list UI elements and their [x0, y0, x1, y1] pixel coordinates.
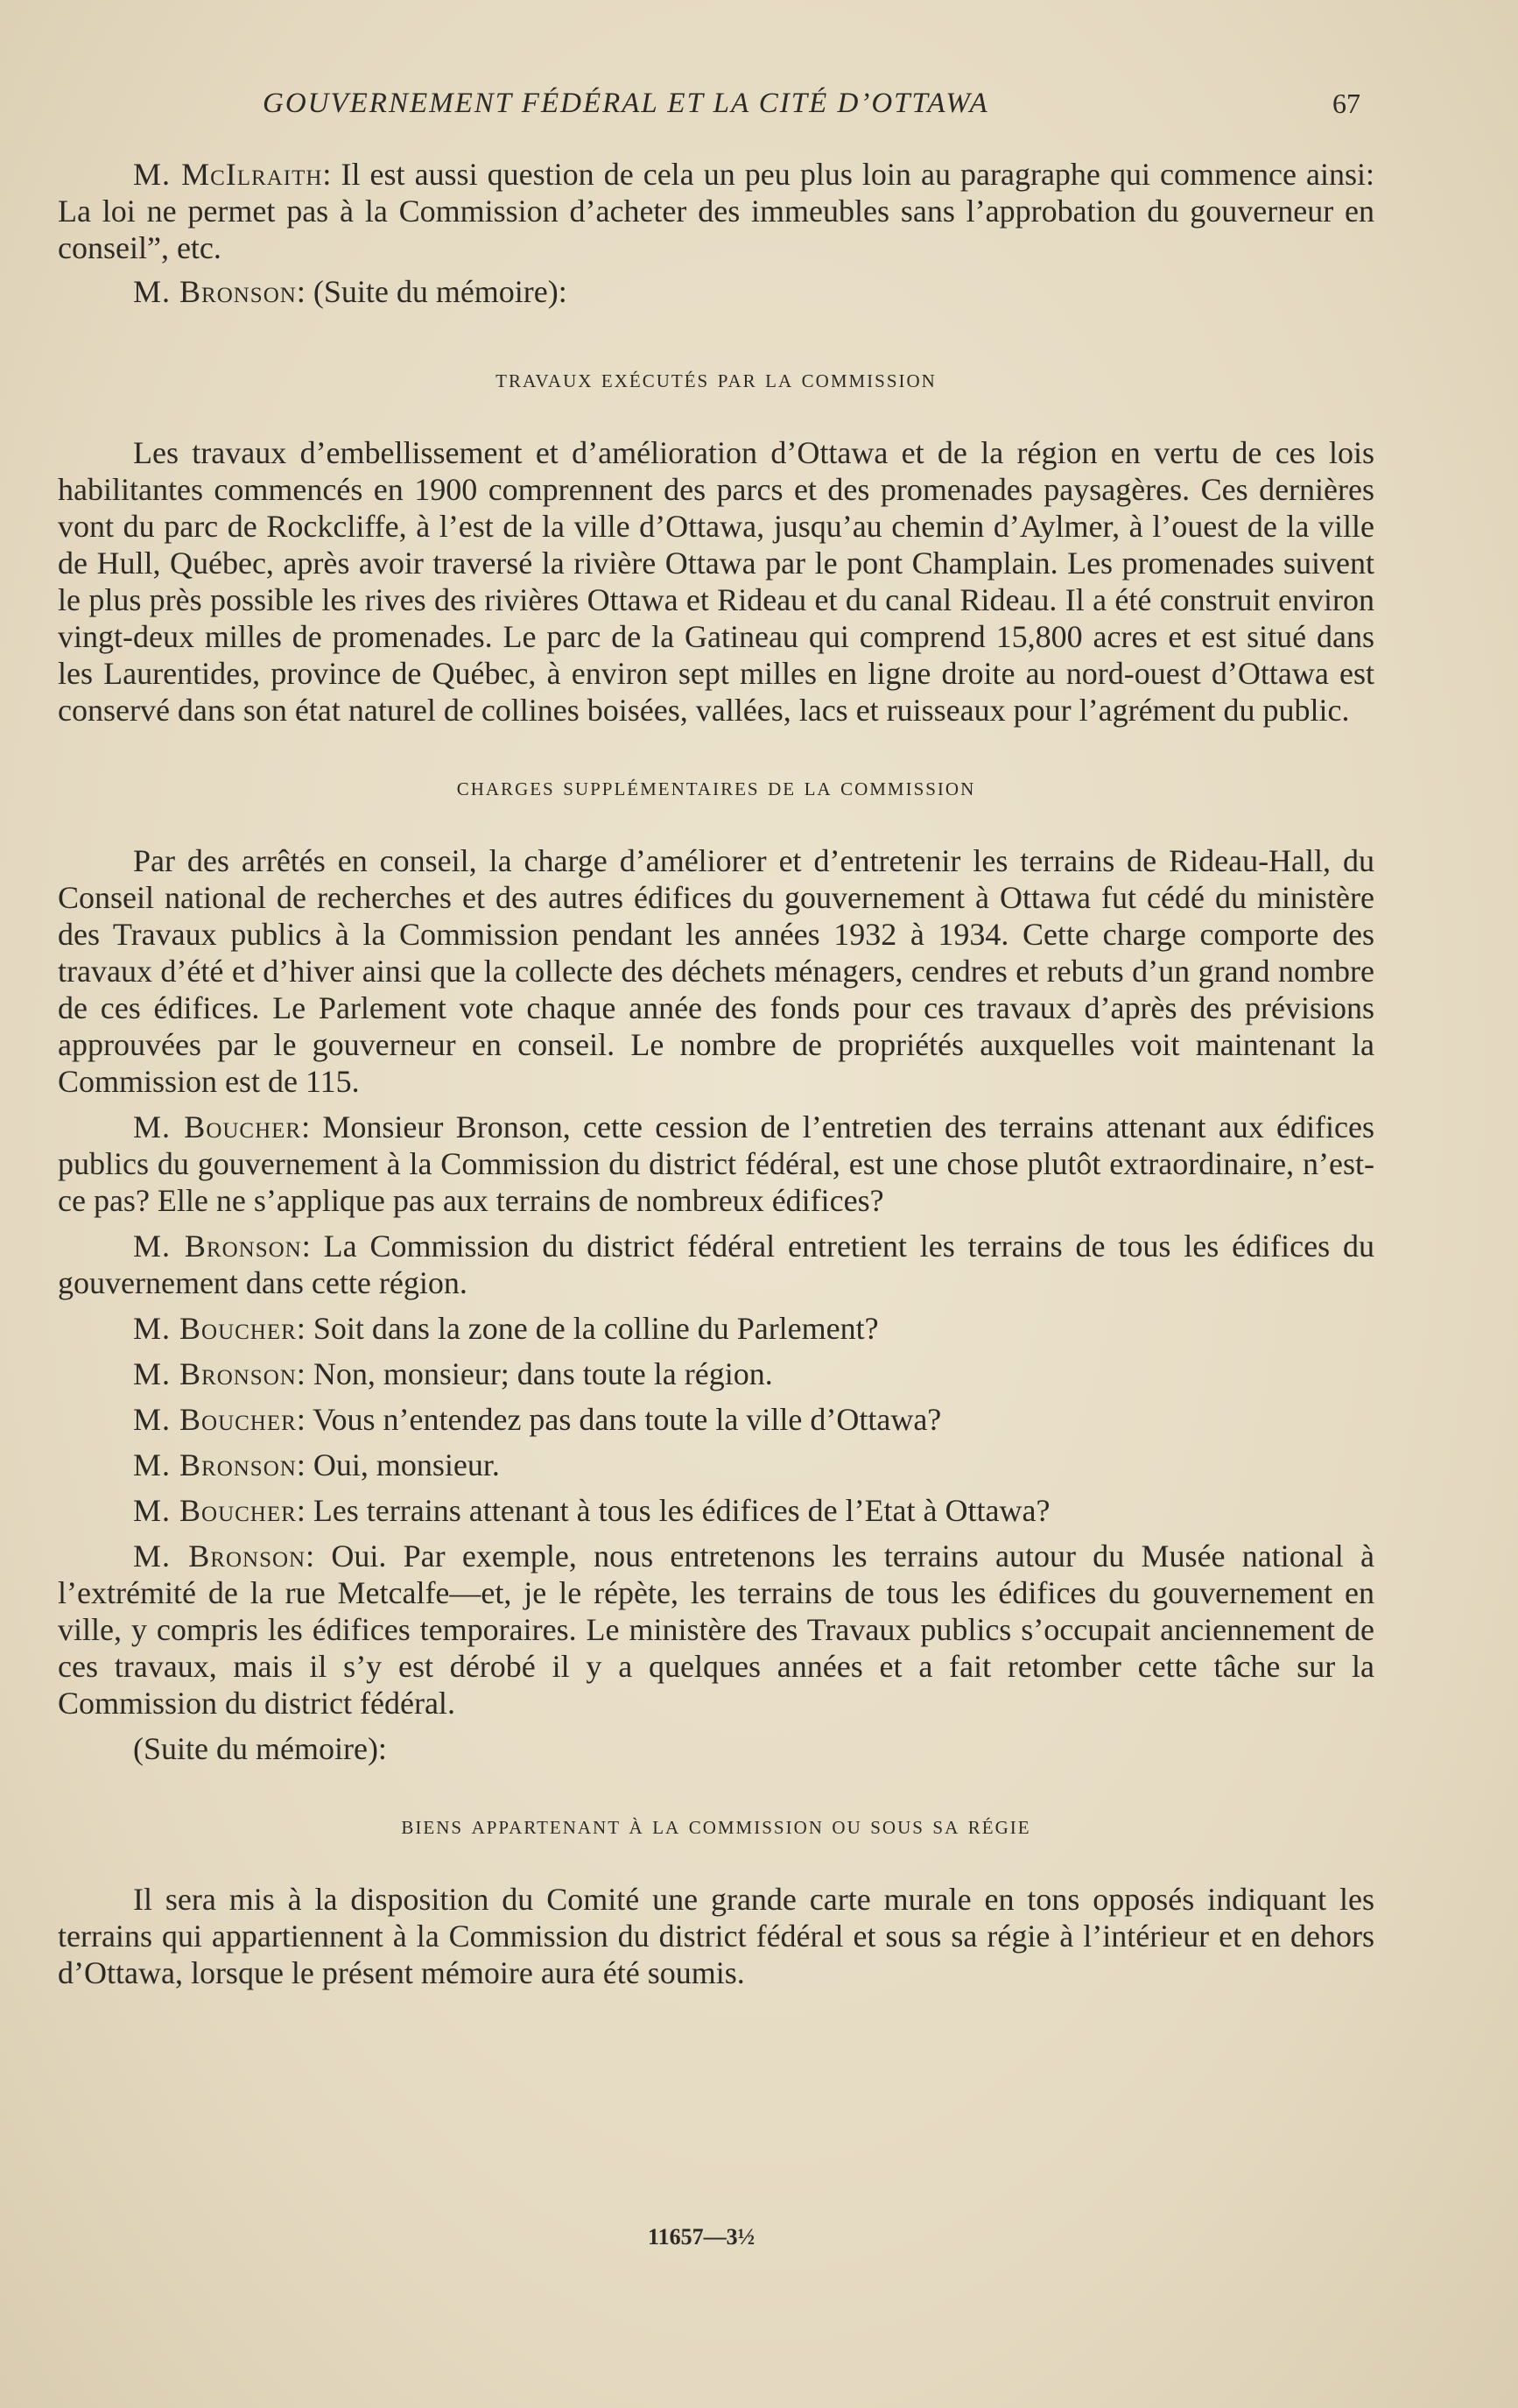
speaker-name: M. Bronson: [133, 1447, 297, 1482]
paragraph: [58, 1492, 1374, 1529]
section-heading: biens appartenant à la commission ou sous sa régie: [401, 1811, 1031, 1840]
paragraph: [58, 1109, 1374, 1219]
speaker-name: M. Bronson: [133, 1538, 306, 1574]
paragraph: [58, 1310, 1374, 1347]
paragraph: [58, 1538, 1374, 1722]
paragraph: [58, 273, 1374, 310]
paragraph-text: : Les terrains attenant à tous les édifices de l’Etat à Ottawa?: [296, 1493, 1051, 1528]
paragraph-text: : (Suite du mémoire):: [296, 274, 567, 309]
paragraph-text: : La Commission du district fédéral entretient les terrains de tous les édifices du gouvernement dans cette région.: [58, 1229, 1374, 1300]
paragraph: Les travaux d’embellissement et d’amélioration d’Ottawa et de la région en vertu de ces lois habilitantes commencés en 1900 comprennent des parcs et des promenades paysagères. Ces dernières vont du parc de Rockcliffe, à l’est de la ville d’Ottawa, jusqu’au chemin d’Aylmer, à l’ouest de la ville de Hull, Québec, après avoir traversé la rivière Ottawa par le pont Champlain. Les promenades suivent le plus près possible les rives des rivières Ottawa et Rideau et du canal Rideau. Il a été construit environ vingt-deux milles de promenades. Le parc de la Gatineau qui comprend 15,800 acres et est situé dans les Laurentides, province de Québec, à environ sept milles en ligne droite au nord-ouest d’Ottawa est conservé dans son état naturel de collines boisées, vallées, lacs et ruisseaux pour l’agrément du public.: [58, 435, 1374, 728]
speaker-name: M. Boucher: [133, 1493, 297, 1528]
section-heading: travaux exécutés par la commission: [495, 364, 937, 393]
paragraph: [58, 156, 1374, 266]
speaker-name: M. Bronson: [133, 1229, 302, 1264]
signature-mark: 11657—3½: [648, 2224, 755, 2250]
paragraph: Par des arrêtés en conseil, la charge d’améliorer et d’entretenir les terrains de Rideau-Hall, du Conseil national de recherches et des autres édifices du gouvernement à Ottawa fut cédé du ministère des Travaux publics à la Commission pendant les années 1932 à 1934. Cette charge comporte des travaux d’été et d’hiver ainsi que la collecte des déchets ménagers, cendres et rebuts d’un grand nombre de ces édifices. Le Parlement vote chaque année des fonds pour ces travaux d’après des prévisions approuvées par le gouverneur en conseil. Le nombre de propriétés auxquelles voit maintenant la Commission est de 115.: [58, 843, 1374, 1099]
paragraph-text: : Soit dans la zone de la colline du Parlement?: [296, 1311, 879, 1346]
paragraph: [58, 1401, 1374, 1438]
running-title: GOUVERNEMENT FÉDÉRAL ET LA CITÉ D’OTTAWA: [263, 88, 989, 119]
paragraph: Il sera mis à la disposition du Comité une grande carte murale en tons opposés indiquant les terrains qui appartiennent à la Commission du district fédéral et sous sa régie à l’intérieur et en dehors d’Ottawa, lorsque le présent mémoire aura été soumis.: [58, 1882, 1374, 1990]
paragraph-text: : Oui. Par exemple, nous entretenons les terrains autour du Musée national à l’extrémité de la rue Metcalfe—et, je le répète, les terrains de tous les édifices du gouvernement en ville, y compris les édifices temporaires. Le ministère des Travaux publics s’occupait anciennement de ces travaux, mais il s’y est dérobé il y a quelques années et a fait retomber cette tâche sur la Commission du district fédéral.: [58, 1538, 1374, 1721]
speaker-name: M. Boucher: [133, 1402, 297, 1437]
section-heading: charges supplémentaires de la commission: [456, 772, 976, 801]
paragraph: [58, 1447, 1374, 1483]
paragraph-text: : Non, monsieur; dans toute la région.: [296, 1356, 773, 1391]
speaker-name: M. Boucher: [133, 1109, 302, 1144]
paragraph: [58, 1355, 1374, 1392]
page-body: [58, 156, 1374, 2000]
speaker-name: M. McIlraith: [133, 157, 323, 192]
paragraph: [58, 1228, 1374, 1301]
speaker-name: M. Boucher: [133, 1311, 297, 1346]
paragraph-text: : Oui, monsieur.: [296, 1447, 500, 1482]
paragraph-text: : Il est aussi question de cela un peu plus loin au paragraphe qui commence ainsi: La loi ne permet pas à la Commission d’acheter des immeubles sans l’approbation du gouverneur en conseil”, etc.: [58, 157, 1374, 265]
speaker-name: M. Bronson: [133, 274, 297, 309]
speaker-name: M. Bronson: [133, 1356, 297, 1391]
page-number: 67: [1332, 88, 1360, 119]
paragraph-text: : Vous n’entendez pas dans toute la ville d’Ottawa?: [296, 1402, 942, 1437]
paragraph: (Suite du mémoire):: [133, 1731, 387, 1766]
paragraph-text: : Monsieur Bronson, cette cession de l’entretien des terrains attenant aux édifices publics du gouvernement à la Commission du district fédéral, est une chose plutôt extraordinaire, n’est-ce pas? Elle ne s’applique pas aux terrains de nombreux édifices?: [58, 1109, 1374, 1218]
